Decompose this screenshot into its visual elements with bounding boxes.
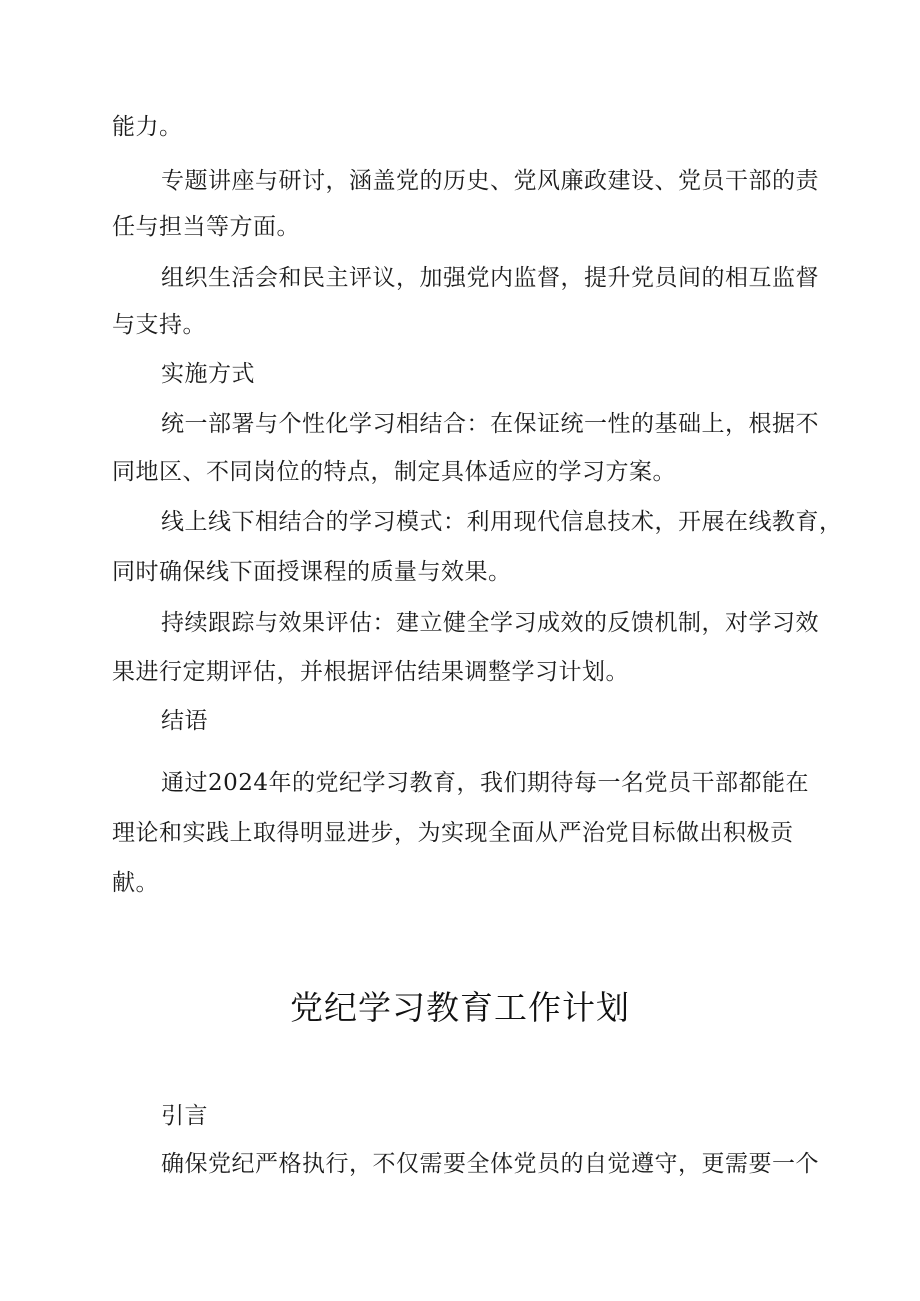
section-heading: 结语	[161, 708, 208, 734]
section-heading: 引言	[161, 1103, 208, 1129]
document-title: 党纪学习教育工作计划	[290, 988, 630, 1027]
paragraph-line: 能力。	[112, 114, 183, 140]
paragraph-line: 与支持。	[112, 312, 206, 338]
paragraph-line: 任与担当等方面。	[112, 214, 300, 240]
paragraph-line: 统一部署与个性化学习相结合：在保证统一性的基础上，根据不	[161, 411, 819, 437]
paragraph-line: 专题讲座与研讨，涵盖党的历史、党风廉政建设、党员干部的责	[161, 168, 819, 194]
section-heading: 实施方式	[161, 361, 255, 387]
paragraph-line: 组织生活会和民主评议，加强党内监督，提升党员间的相互监督	[161, 265, 819, 291]
paragraph-line: 同地区、不同岗位的特点，制定具体适应的学习方案。	[112, 459, 676, 485]
paragraph-line: 线上线下相结合的学习模式：利用现代信息技术，开展在线教育，	[161, 509, 843, 535]
paragraph-line: 果进行定期评估，并根据评估结果调整学习计划。	[112, 659, 629, 685]
paragraph-line: 献。	[112, 870, 159, 896]
paragraph-line: 持续跟踪与效果评估：建立健全学习成效的反馈机制，对学习效	[161, 610, 819, 636]
paragraph-line: 理论和实践上取得明显进步，为实现全面从严治党目标做出积极贡	[112, 820, 794, 846]
paragraph-line: 同时确保线下面授课程的质量与效果。	[112, 559, 512, 585]
paragraph-line: 确保党纪严格执行，不仅需要全体党员的自觉遵守，更需要一个	[161, 1151, 819, 1177]
paragraph-line: 通过2024年的党纪学习教育，我们期待每一名党员干部都能在	[161, 770, 810, 796]
